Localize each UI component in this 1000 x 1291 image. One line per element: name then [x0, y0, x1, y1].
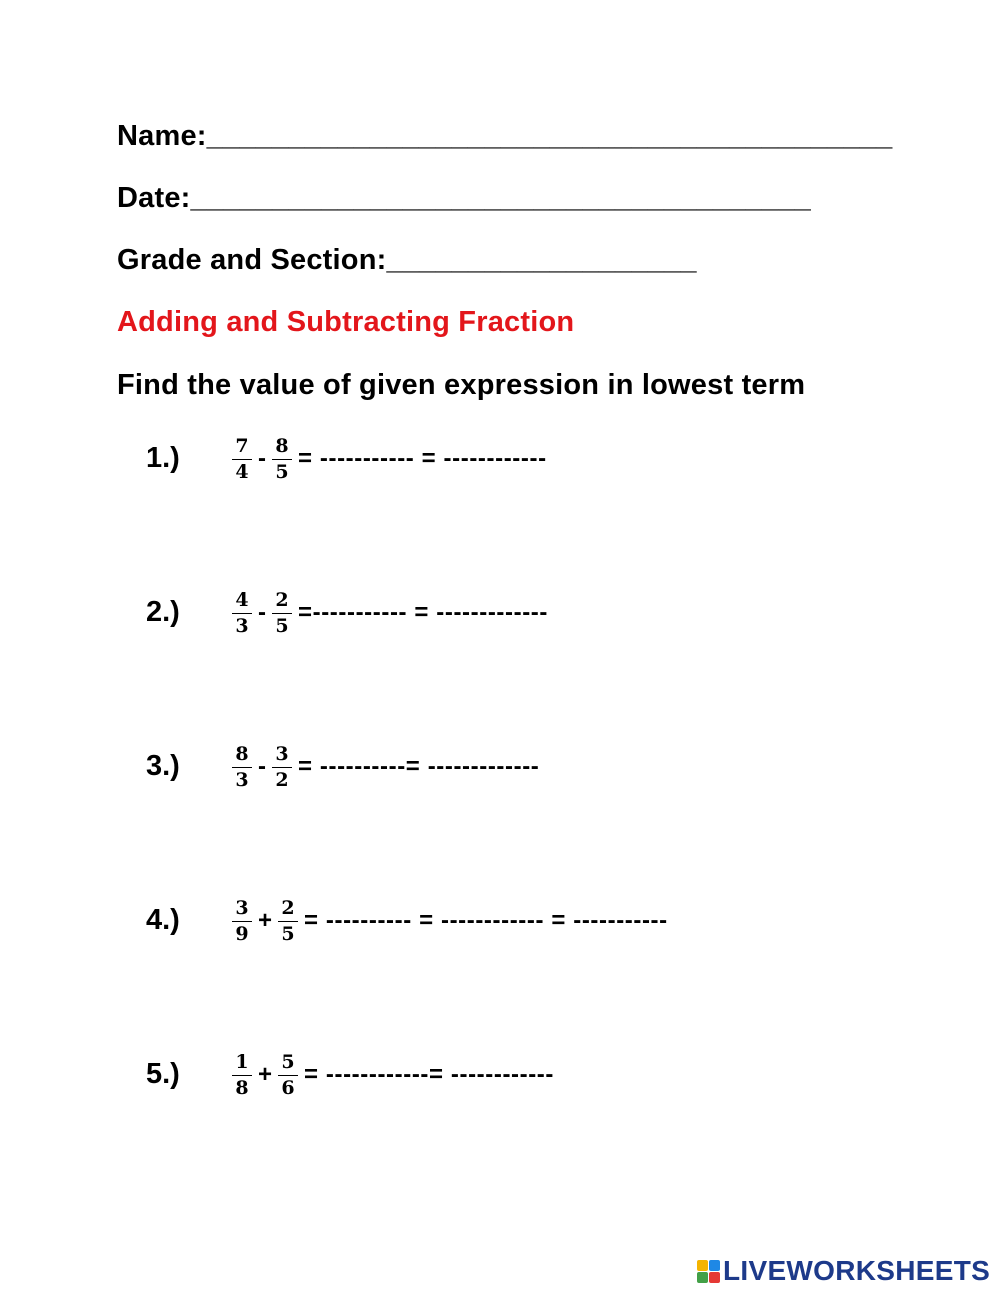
- operator: +: [258, 1061, 273, 1088]
- operator: -: [258, 753, 266, 780]
- problem-number: 4.): [146, 904, 180, 936]
- numerator: 5: [278, 1050, 297, 1076]
- numerator: 3: [272, 742, 291, 768]
- problem-expression: [232, 1044, 554, 1106]
- operator: +: [258, 907, 273, 934]
- numerator: 4: [232, 588, 251, 614]
- denominator: 5: [275, 460, 289, 483]
- fraction-1: [232, 434, 252, 485]
- numerator: 7: [232, 434, 251, 460]
- denominator: 8: [235, 1076, 249, 1099]
- problem-number: 1.): [146, 442, 180, 474]
- fraction-1: [232, 742, 252, 793]
- fraction-1: [232, 1050, 252, 1101]
- worksheet-title: Adding and Subtracting Fraction: [117, 306, 575, 338]
- denominator: 2: [275, 768, 289, 791]
- problem-3: [146, 736, 846, 806]
- problem-expression: [232, 428, 547, 490]
- fraction-2: [278, 1050, 298, 1101]
- logo-square-2: [709, 1260, 720, 1271]
- answer-blanks[interactable]: =----------- = -------------: [298, 599, 548, 626]
- numerator: 3: [232, 896, 251, 922]
- denominator: 3: [235, 614, 249, 637]
- operator: -: [258, 445, 266, 472]
- date-field-line[interactable]: Date:______________________________________: [117, 182, 811, 214]
- numerator: 8: [272, 434, 291, 460]
- problem-expression: [232, 582, 548, 644]
- fraction-1: [232, 588, 252, 639]
- liveworksheets-logo-icon: [697, 1260, 720, 1283]
- problem-number: 5.): [146, 1058, 180, 1090]
- logo-square-4: [709, 1272, 720, 1283]
- answer-blanks[interactable]: = ---------- = ------------ = -----------: [304, 907, 668, 934]
- problem-expression: [232, 736, 539, 798]
- problem-4: [146, 890, 846, 960]
- name-field-line[interactable]: Name:__________________________________________: [117, 120, 893, 152]
- numerator: 1: [232, 1050, 251, 1076]
- answer-blanks[interactable]: = ----------= -------------: [298, 753, 540, 780]
- answer-blanks[interactable]: = ----------- = ------------: [298, 445, 547, 472]
- answer-blanks[interactable]: = ------------= ------------: [304, 1061, 554, 1088]
- problem-2: [146, 582, 846, 652]
- denominator: 3: [235, 768, 249, 791]
- denominator: 6: [281, 1076, 295, 1099]
- numerator: 2: [278, 896, 297, 922]
- logo-square-3: [697, 1272, 708, 1283]
- denominator: 9: [235, 922, 249, 945]
- fraction-1: [232, 896, 252, 947]
- logo-text: LIVEWORKSHEETS: [723, 1255, 991, 1286]
- problem-1: [146, 428, 846, 498]
- fraction-2: [272, 434, 292, 485]
- problem-5: [146, 1044, 846, 1114]
- denominator: 5: [275, 614, 289, 637]
- liveworksheets-logo[interactable]: [697, 1255, 990, 1287]
- instruction-text: Find the value of given expression in lowest term: [117, 369, 806, 401]
- problem-number: 2.): [146, 596, 180, 628]
- problem-expression: [232, 890, 668, 952]
- operator: -: [258, 599, 266, 626]
- logo-square-1: [697, 1260, 708, 1271]
- grade-section-field-line[interactable]: Grade and Section:___________________: [117, 244, 697, 276]
- fraction-2: [272, 742, 292, 793]
- fraction-2: [278, 896, 298, 947]
- numerator: 8: [232, 742, 251, 768]
- denominator: 4: [235, 460, 249, 483]
- fraction-2: [272, 588, 292, 639]
- numerator: 2: [272, 588, 291, 614]
- denominator: 5: [281, 922, 295, 945]
- problem-number: 3.): [146, 750, 180, 782]
